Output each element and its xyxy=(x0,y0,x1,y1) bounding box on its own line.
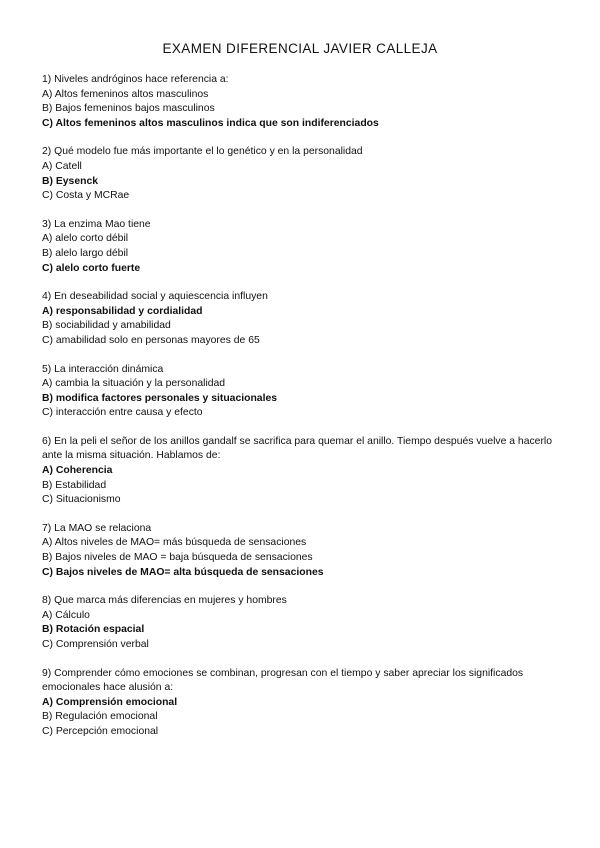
answer-option: C) Percepción emocional xyxy=(42,725,159,737)
question-3 xyxy=(42,218,558,276)
question-stem: 6) En la peli el señor de los anillos gandalf se sacrifica para quemar el anillo. Tiempo después vuelve a hacerlo ante la misma situación. Hablamos de: xyxy=(42,435,553,462)
question-7 xyxy=(42,522,558,580)
question-stem: 7) La MAO se relaciona xyxy=(42,522,152,534)
question-stem: 3) La enzima Mao tiene xyxy=(42,218,151,230)
question-stem: 5) La interacción dinámica xyxy=(42,363,164,375)
correct-answer-option: C) Altos femeninos altos masculinos indica que son indiferenciados xyxy=(42,117,379,129)
answer-option: C) interacción entre causa y efecto xyxy=(42,407,203,419)
answer-option: B) alelo largo débil xyxy=(42,247,129,259)
question-2 xyxy=(42,145,558,203)
correct-answer-option: A) responsabilidad y cordialidad xyxy=(42,305,203,317)
answer-option: A) Altos niveles de MAO= más búsqueda de sensaciones xyxy=(42,537,307,549)
answer-option: C) Comprensión verbal xyxy=(42,639,149,650)
correct-answer-option: C) Bajos niveles de MAO= alta búsqueda de sensaciones xyxy=(42,566,324,578)
answer-option: B) Bajos niveles de MAO = baja búsqueda de sensaciones xyxy=(42,552,313,564)
answer-option: A) Cálculo xyxy=(42,609,90,621)
question-6 xyxy=(42,435,558,508)
correct-answer-option: B) Rotación espacial xyxy=(42,624,145,636)
question-8 xyxy=(42,594,558,652)
answer-option: B) Regulación emocional xyxy=(42,711,158,723)
question-stem: 4) En deseabilidad social y aquiescencia influyen xyxy=(42,291,268,303)
exam-title: EXAMEN DIFERENCIAL JAVIER CALLEJA xyxy=(162,41,438,56)
question-stem: 1) Niveles andróginos hace referencia a: xyxy=(42,74,229,85)
question-9 xyxy=(42,667,558,740)
answer-option: B) sociabilidad y amabilidad xyxy=(42,320,171,332)
question-stem: 9) Comprender cómo emociones se combinan, progresan con el tiempo y saber apreciar los significados emocionales hace alusión a: xyxy=(42,667,524,694)
answer-option: A) alelo corto débil xyxy=(42,233,129,245)
correct-answer-option: A) Coherencia xyxy=(42,465,113,477)
answer-option: C) Situacionismo xyxy=(42,494,121,506)
question-list xyxy=(42,73,558,740)
answer-option: A) Catell xyxy=(42,160,82,172)
correct-answer-option: A) Comprensión emocional xyxy=(42,696,178,708)
answer-option: C) Costa y MCRae xyxy=(42,190,130,202)
answer-option: B) Estabilidad xyxy=(42,479,107,491)
answer-option: A) Altos femeninos altos masculinos xyxy=(42,88,209,100)
answer-option: C) amabilidad solo en personas mayores de 65 xyxy=(42,334,260,346)
question-1 xyxy=(42,73,558,131)
correct-answer-option: C) alelo corto fuerte xyxy=(42,262,141,274)
question-stem: 2) Qué modelo fue más importante el lo genético y en la personalidad xyxy=(42,146,363,158)
answer-option: B) Bajos femeninos bajos masculinos xyxy=(42,103,215,115)
question-5 xyxy=(42,363,558,421)
question-stem: 8) Que marca más diferencias en mujeres y hombres xyxy=(42,595,287,607)
correct-answer-option: B) Eysenck xyxy=(42,175,99,187)
correct-answer-option: B) modifica factores personales y situacionales xyxy=(42,392,278,404)
question-4 xyxy=(42,290,558,348)
answer-option: A) cambia la situación y la personalidad xyxy=(42,378,226,390)
